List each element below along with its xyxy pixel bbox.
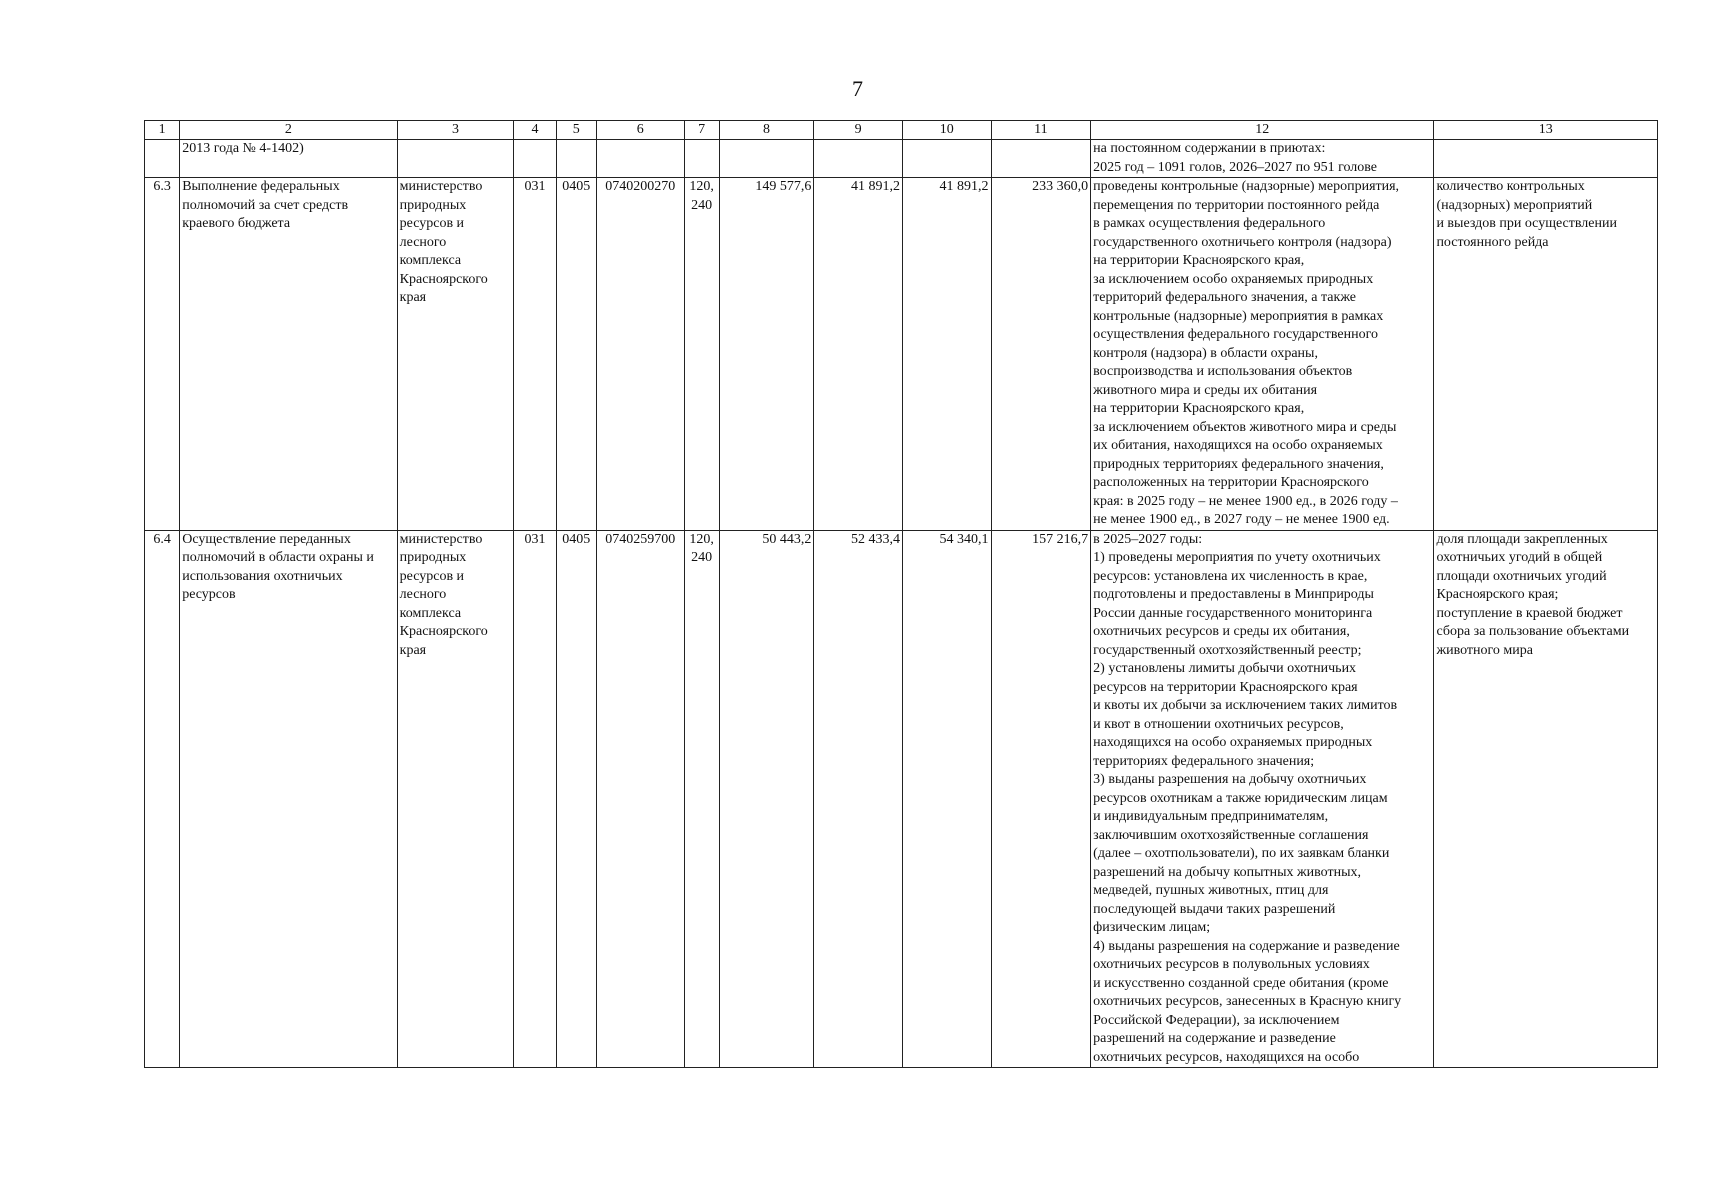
expected-result-line: разрешений на добычу копытных животных, <box>1093 864 1362 880</box>
indicator-line: охотничьих угодий в общей <box>1436 550 1603 565</box>
expected-result-line: воспроизводства и использования объектов <box>1093 364 1353 379</box>
expected-result-line: природных территориях федерального значения, <box>1093 456 1384 472</box>
executor-line: ресурсов и <box>399 568 465 584</box>
expected-result-line: медведей, пушных животных, птиц для <box>1093 883 1329 898</box>
column-number: 2 <box>180 121 397 140</box>
expense-type-line: 240 <box>691 550 713 565</box>
expected-result-line: на территории Красноярского края, <box>1093 401 1305 416</box>
activity-name-cell <box>180 530 397 1068</box>
column-number: 7 <box>684 121 719 140</box>
expected-result-line: расположенных на территории Красноярского <box>1093 475 1369 490</box>
expected-result-line: 3) выданы разрешения на добычу охотничьих <box>1093 772 1367 787</box>
expense-type-cell <box>684 530 719 1068</box>
column-number: 6 <box>596 121 684 140</box>
page-number: 7 <box>852 76 863 101</box>
executor-cell <box>397 530 514 1068</box>
column-number: 4 <box>514 121 556 140</box>
amount-2025-cell <box>719 140 814 178</box>
expected-result-line: охотничьих ресурсов в полувольных условиях <box>1093 957 1370 972</box>
indicator-line: животного мира <box>1436 642 1534 658</box>
indicator-line: поступление в краевой бюджет <box>1436 605 1623 621</box>
expense-type-line: 240 <box>691 197 713 213</box>
table-row <box>145 178 1658 531</box>
expected-result-line: края: в 2025 году – не менее 1900 ед., в 2026 году – <box>1093 493 1398 509</box>
executor-line: комплекса <box>399 605 462 621</box>
indicator-line: и выездов при осуществлении <box>1436 216 1617 231</box>
executor-cell <box>397 140 514 178</box>
executor-line: министерство <box>399 531 483 547</box>
expense-type-line: 120, <box>689 179 714 194</box>
executor-line: края <box>399 642 427 658</box>
activity-name-line: краевого бюджета <box>182 216 291 231</box>
expected-result-line: и квоты их добычи за исключением таких лимитов <box>1093 698 1398 713</box>
expected-result-line: охотничьих ресурсов и среды их обитания, <box>1093 624 1350 639</box>
indicator-cell <box>1434 178 1658 531</box>
expected-result-line: контроля (надзора) в области охраны, <box>1093 345 1318 361</box>
indicator-cell <box>1434 530 1658 1068</box>
amount-2027-cell: 41 891,2 <box>902 178 991 531</box>
activity-name-line: ресурсов <box>182 587 236 602</box>
section-code-cell: 0405 <box>556 530 596 1068</box>
amount-2025-cell: 149 577,6 <box>719 178 814 531</box>
row-number-cell: 6.4 <box>145 530 180 1068</box>
expected-result-line: на постоянном содержании в приютах: <box>1093 141 1326 156</box>
expected-result-line: территорий федерального значения, а также <box>1093 290 1357 305</box>
expected-result-line: ресурсов на территории Красноярского края <box>1093 679 1358 695</box>
executor-line: Красноярского <box>399 271 488 287</box>
column-number: 12 <box>1091 121 1434 140</box>
amount-2026-cell: 41 891,2 <box>814 178 903 531</box>
indicator-line: доля площади закрепленных <box>1436 531 1608 547</box>
column-number: 8 <box>719 121 814 140</box>
gr-code-cell <box>514 140 556 178</box>
expected-result-line: перемещения по территории постоянного рейда <box>1093 197 1380 213</box>
column-number: 9 <box>814 121 903 140</box>
indicator-line: площади охотничьих угодий <box>1436 568 1607 584</box>
expected-result-cell <box>1091 178 1434 531</box>
expected-result-line: последующей выдачи таких разрешений <box>1093 901 1336 917</box>
expected-result-line: 2025 год – 1091 голов, 2026–2027 по 951 голове <box>1093 159 1378 175</box>
expected-result-line: на территории Красноярского края, <box>1093 253 1305 268</box>
amount-total-cell: 157 216,7 <box>991 530 1091 1068</box>
expected-result-line: охотничьих ресурсов, занесенных в Красную книгу <box>1093 994 1402 1009</box>
row-number-cell: 6.3 <box>145 178 180 531</box>
activity-name-line: использования охотничьих <box>182 568 343 584</box>
activity-name-line: полномочий за счет средств <box>182 197 349 213</box>
target-code-cell <box>596 140 684 178</box>
target-code-cell: 0740200270 <box>596 178 684 531</box>
expected-result-line: Российской Федерации), за исключением <box>1093 1012 1340 1028</box>
expected-result-line: проведены контрольные (надзорные) мероприятия, <box>1093 179 1400 194</box>
expected-result-cell <box>1091 530 1434 1068</box>
expected-result-line: государственного охотничьего контроля (надзора) <box>1093 234 1392 250</box>
indicator-line: постоянного рейда <box>1436 234 1549 250</box>
activities-table <box>144 120 1658 1068</box>
amount-2027-cell: 54 340,1 <box>902 530 991 1068</box>
expected-result-line: 2) установлены лимиты добычи охотничьих <box>1093 661 1357 676</box>
activity-name-line: Выполнение федеральных <box>182 179 340 194</box>
expected-result-line: (далее – охотпользователи), по их заявкам бланки <box>1093 846 1390 861</box>
executor-cell <box>397 178 514 531</box>
column-number: 1 <box>145 121 180 140</box>
table-row <box>145 530 1658 1068</box>
expected-result-line: и искусственно созданной среде обитания (кроме <box>1093 975 1389 991</box>
expected-result-line: не менее 1900 ед., в 2027 году – не менее 1900 ед. <box>1093 512 1390 527</box>
column-number: 11 <box>991 121 1091 140</box>
expense-type-cell <box>684 178 719 531</box>
amount-2025-cell: 50 443,2 <box>719 530 814 1068</box>
expected-result-line: их обитания, находящихся на особо охраняемых <box>1093 438 1383 453</box>
executor-line: министерство <box>399 179 483 194</box>
indicator-line: сбора за пользование объектами <box>1436 624 1630 639</box>
activity-name-cell <box>180 140 397 178</box>
expected-result-line: животного мира и среды их обитания <box>1093 382 1318 398</box>
executor-line: природных <box>399 197 467 213</box>
expected-result-line: контрольные (надзорные) мероприятия в рамках <box>1093 308 1384 324</box>
indicator-line: количество контрольных <box>1436 179 1585 194</box>
column-number: 10 <box>902 121 991 140</box>
indicator-cell <box>1434 140 1658 178</box>
executor-line: лесного <box>399 587 447 602</box>
expected-result-line: 4) выданы разрешения на содержание и разведение <box>1093 938 1400 954</box>
expected-result-line: и индивидуальным предпринимателям, <box>1093 809 1329 824</box>
column-number: 5 <box>556 121 596 140</box>
expected-result-line: находящихся на особо охраняемых природных <box>1093 735 1373 750</box>
column-number: 13 <box>1434 121 1658 140</box>
executor-line: Красноярского <box>399 624 488 639</box>
expected-result-line: 1) проведены мероприятия по учету охотничьих <box>1093 550 1381 565</box>
activity-name-line: Осуществление переданных <box>182 531 351 547</box>
gr-code-cell: 031 <box>514 530 556 1068</box>
expected-result-line: за исключением объектов животного мира и среды <box>1093 419 1397 435</box>
expected-result-line: физическим лицам; <box>1093 920 1211 935</box>
activity-name-cell <box>180 178 397 531</box>
expense-type-cell <box>684 140 719 178</box>
target-code-cell: 0740259700 <box>596 530 684 1068</box>
amount-2026-cell: 52 433,4 <box>814 530 903 1068</box>
gr-code-cell: 031 <box>514 178 556 531</box>
expected-result-line: подготовлены и предоставлены в Минприроды <box>1093 587 1374 602</box>
expected-result-line: ресурсов охотникам а также юридическим лицам <box>1093 790 1388 806</box>
table-row <box>145 140 1658 178</box>
expected-result-line: России данные государственного мониторинга <box>1093 605 1373 621</box>
indicator-line: (надзорных) мероприятий <box>1436 197 1593 213</box>
indicator-line: Красноярского края; <box>1436 587 1559 602</box>
executor-line: ресурсов и <box>399 216 465 231</box>
amount-total-cell <box>991 140 1091 178</box>
activity-name-line: 2013 года № 4-1402) <box>182 141 304 156</box>
expected-result-line: в рамках осуществления федерального <box>1093 216 1326 231</box>
amount-total-cell: 233 360,0 <box>991 178 1091 531</box>
executor-line: края <box>399 290 427 305</box>
activity-name-line: полномочий в области охраны и <box>182 550 374 565</box>
expected-result-line: территориях федерального значения; <box>1093 753 1315 769</box>
expected-result-line: охотничьих ресурсов, находящихся на особо <box>1093 1049 1360 1065</box>
expected-result-line: разрешений на содержание и разведение <box>1093 1031 1336 1046</box>
executor-line: лесного <box>399 234 447 250</box>
expected-result-line: ресурсов: установлена их численность в крае, <box>1093 568 1368 584</box>
expected-result-line: за исключением особо охраняемых природных <box>1093 271 1374 287</box>
expected-result-line: государственный охотхозяйственный реестр; <box>1093 642 1362 658</box>
expected-result-line: в 2025–2027 годы: <box>1093 531 1203 547</box>
executor-line: природных <box>399 550 467 565</box>
amount-2026-cell <box>814 140 903 178</box>
amount-2027-cell <box>902 140 991 178</box>
executor-line: комплекса <box>399 253 462 268</box>
row-number-cell <box>145 140 180 178</box>
expected-result-line: заключившим охотхозяйственные соглашения <box>1093 827 1369 843</box>
expected-result-line: и квот в отношении охотничьих ресурсов, <box>1093 716 1344 732</box>
expense-type-line: 120, <box>689 531 714 547</box>
column-number: 3 <box>397 121 514 140</box>
section-code-cell <box>556 140 596 178</box>
column-number-row <box>145 121 1658 140</box>
expected-result-line: осуществления федерального государственного <box>1093 327 1378 342</box>
section-code-cell: 0405 <box>556 178 596 531</box>
expected-result-cell <box>1091 140 1434 178</box>
